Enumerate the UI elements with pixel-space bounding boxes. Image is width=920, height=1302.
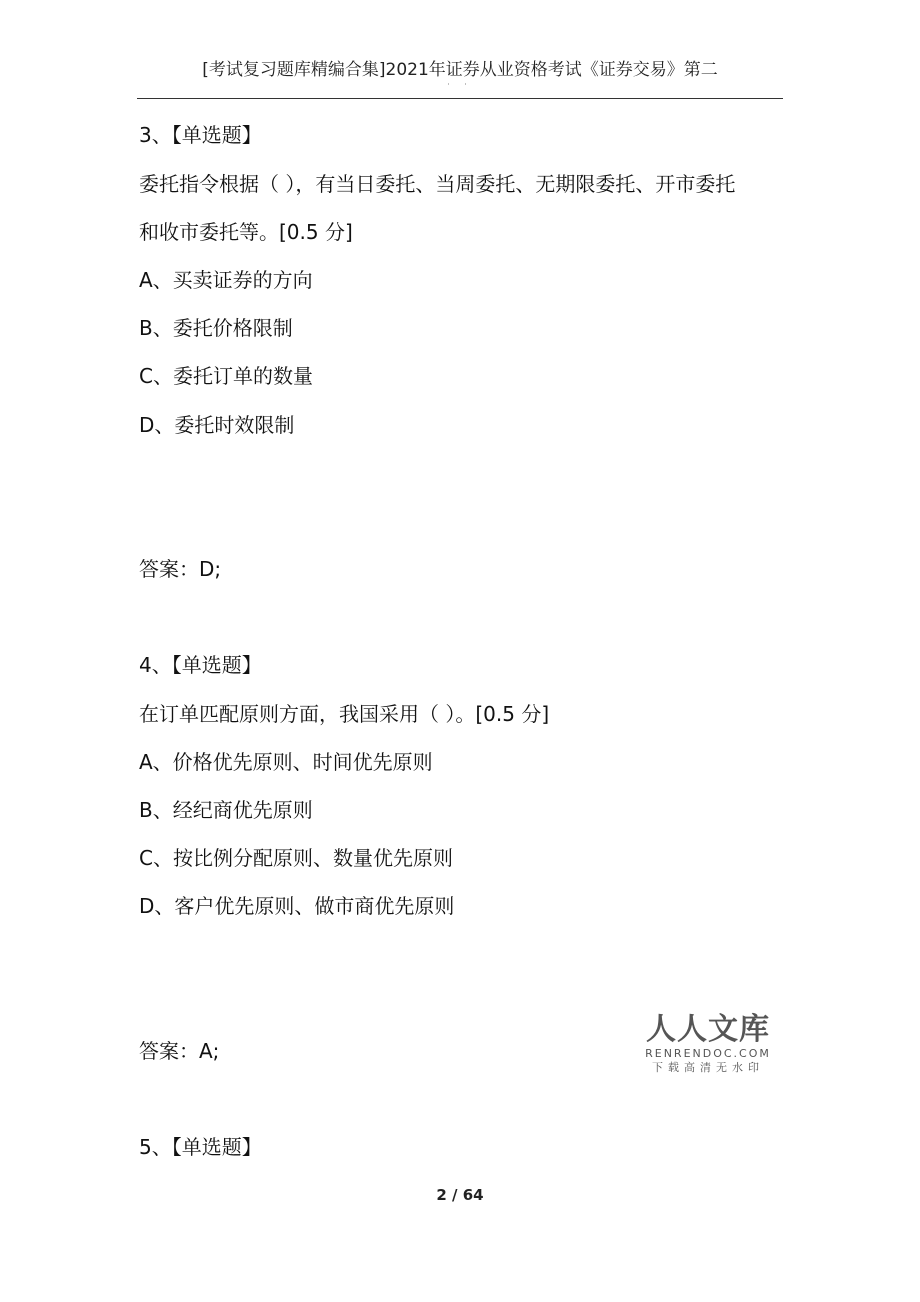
question-3-option-c: C、委托订单的数量 bbox=[139, 364, 313, 388]
question-3-stem-line-1: 委托指令根据（ ），有当日委托、当周委托、无期限委托、开市委托 bbox=[139, 172, 736, 196]
document-header-title: [考试复习题库精编合集]2021年证券从业资格考试《证券交易》第二 bbox=[202, 60, 718, 80]
renrendoc-watermark-logo bbox=[638, 1013, 778, 1075]
question-4-answer: 答案：A; bbox=[139, 1039, 220, 1063]
question-5-heading: 5、【单选题】 bbox=[139, 1135, 262, 1159]
question-4-heading: 4、【单选题】 bbox=[139, 653, 262, 677]
header-continuation-dots: · · bbox=[447, 80, 473, 89]
question-3-option-b: B、委托价格限制 bbox=[139, 316, 293, 340]
question-3-stem-line-2: 和收市委托等。[0.5 分] bbox=[139, 220, 353, 244]
question-3-option-a: A、买卖证券的方向 bbox=[139, 268, 313, 292]
question-4-option-d: D、客户优先原则、做市商优先原则 bbox=[139, 894, 455, 918]
watermark-site-text: RENRENDOC.COM bbox=[645, 1047, 771, 1060]
question-4-option-b: B、经纪商优先原则 bbox=[139, 798, 313, 822]
watermark-main-text: 人人文库 bbox=[646, 1012, 770, 1047]
question-4-option-a: A、价格优先原则、时间优先原则 bbox=[139, 750, 433, 774]
question-3-heading: 3、【单选题】 bbox=[139, 123, 262, 147]
question-4-stem-line-1: 在订单匹配原则方面，我国采用（ ）。[0.5 分] bbox=[139, 702, 550, 726]
question-3-answer: 答案：D; bbox=[139, 557, 222, 581]
question-3-option-d: D、委托时效限制 bbox=[139, 413, 295, 437]
watermark-subtitle: 下载高清无水印 bbox=[652, 1061, 764, 1074]
header-divider bbox=[137, 98, 783, 99]
page-number: 2 / 64 bbox=[436, 1186, 484, 1204]
question-4-option-c: C、按比例分配原则、数量优先原则 bbox=[139, 846, 453, 870]
